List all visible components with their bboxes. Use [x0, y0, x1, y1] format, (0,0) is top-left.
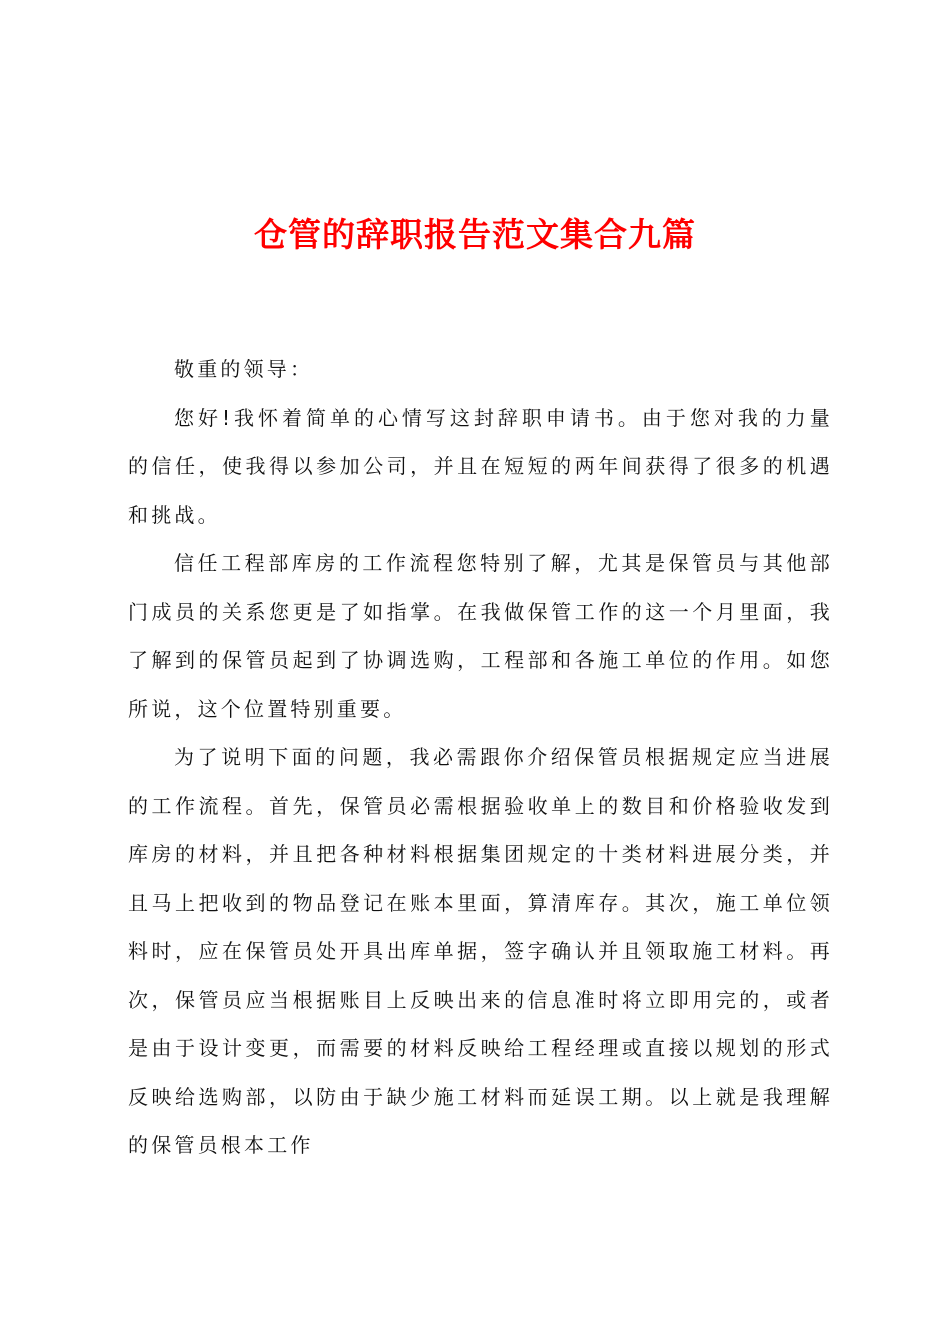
body-paragraph: 为了说明下面的问题，我必需跟你介绍保管员根据规定应当进展的工作流程。首先，保管员必需根据验收单上的数目和价格验收发到库房的材料，并且把各种材料根据集团规定的十类材料进展分类，并且马上把收到的物品登记在账本里面，算清库存。其次，施工单位领料时，应在保管员处开具出库单据，签字确认并且领取施工材料。再次，保管员应当根据账目上反映出来的信息准时将立即用完的，或者是由于设计变更，而需要的材料反映给工程经理或直接以规划的形式反映给选购部，以防由于缺少施工材料而延误工期。以上就是我理解的保管员根本工作: [128, 745, 833, 1157]
document-title: 仓管的辞职报告范文集合九篇: [254, 215, 696, 254]
body-paragraph: 您好!我怀着简单的心情写这封辞职申请书。由于您对我的力量的信任，使我得以参加公司，并且在短短的两年间获得了很多的机遇和挑战。: [128, 405, 833, 527]
salutation-paragraph: 敬重的领导：: [174, 357, 314, 381]
document-body: [128, 345, 833, 1170]
body-paragraph: 信任工程部库房的工作流程您特别了解，尤其是保管员与其他部门成员的关系您更是了如指掌。在我做保管工作的这一个月里面，我了解到的保管员起到了协调选购，工程部和各施工单位的作用。如您所说，这个位置特别重要。: [128, 551, 833, 721]
